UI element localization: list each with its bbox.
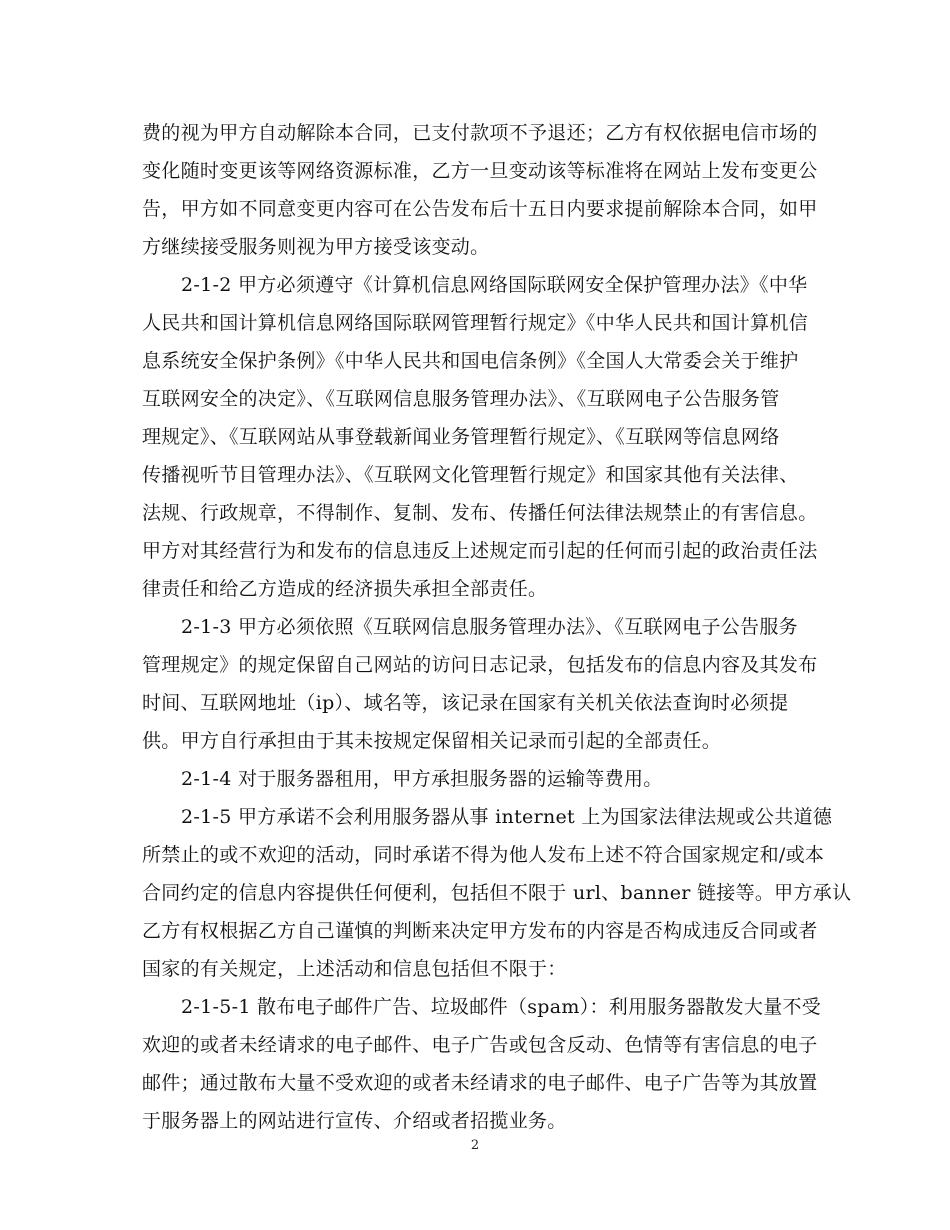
text-line: 2-1-3 甲方必须依照《互联网信息服务管理办法》、《互联网电子公告服务 — [181, 616, 798, 638]
text-line: 于服务器上的网站进行宣传、介绍或者招揽业务。 — [142, 1110, 567, 1132]
text-line: 所禁止的或不欢迎的活动，同时承诺不得为他人发布上述不符合国家规定和/或本 — [142, 844, 825, 866]
text-line: 2-1-2 甲方必须遵守《计算机信息网络国际联网安全保护管理办法》《中华 — [181, 274, 808, 296]
text-line: 时间、互联网地址（ip）、域名等，该记录在国家有关机关依法查询时必须提 — [142, 692, 789, 714]
text-line: 邮件；通过散布大量不受欢迎的或者未经请求的电子邮件、电子广告等为其放置 — [142, 1072, 818, 1094]
text-line: 互联网安全的决定》、《互联网信息服务管理办法》、《互联网电子公告服务管 — [142, 388, 780, 410]
text-line: 息系统安全保护条例》《中华人民共和国电信条例》《全国人大常委会关于维护 — [142, 350, 799, 372]
text-line: 法规、行政规章，不得制作、复制、发布、传播任何法律法规禁止的有害信息。 — [142, 502, 818, 524]
text-line: 传播视听节目管理办法》、《互联网文化管理暂行规定》和国家其他有关法律、 — [142, 464, 799, 486]
text-line: 国家的有关规定，上述活动和信息包括但不限于： — [142, 958, 567, 980]
text-line: 变化随时变更该等网络资源标准，乙方一旦变动该等标准将在网站上发布变更公 — [142, 160, 818, 182]
text-line: 2-1-4 对于服务器租用，甲方承担服务器的运输等费用。 — [181, 768, 663, 790]
text-line: 理规定》、《互联网站从事登载新闻业务管理暂行规定》、《互联网等信息网络 — [142, 426, 780, 448]
text-line: 管理规定》的规定保留自己网站的访问日志记录，包括发布的信息内容及其发布 — [142, 654, 818, 676]
text-line: 欢迎的或者未经请求的电子邮件、电子广告或包含反动、色情等有害信息的电子 — [142, 1034, 818, 1056]
text-line: 乙方有权根据乙方自己谨慎的判断来决定甲方发布的内容是否构成违反合同或者 — [142, 920, 818, 942]
text-line: 合同约定的信息内容提供任何便利，包括但不限于 url、banner 链接等。甲方承认 — [142, 882, 852, 904]
text-line: 费的视为甲方自动解除本合同，已支付款项不予退还；乙方有权依据电信市场的 — [142, 122, 818, 144]
text-line: 告，甲方如不同意变更内容可在公告发布后十五日内要求提前解除本合同，如甲 — [142, 198, 818, 220]
text-line: 供。甲方自行承担由于其未按规定保留相关记录而引起的全部责任。 — [142, 730, 722, 752]
text-line: 甲方对其经营行为和发布的信息违反上述规定而引起的任何而引起的政治责任法 — [142, 540, 818, 562]
text-line: 2-1-5-1 散布电子邮件广告、垃圾邮件（spam）：利用服务器散发大量不受 — [181, 996, 822, 1018]
page-number: 2 — [470, 1138, 480, 1153]
text-line: 2-1-5 甲方承诺不会利用服务器从事 internet 上为国家法律法规或公共道德 — [181, 806, 833, 828]
text-line: 人民共和国计算机信息网络国际联网管理暂行规定》《中华人民共和国计算机信 — [142, 312, 809, 334]
text-line: 方继续接受服务则视为甲方接受该变动。 — [142, 236, 490, 258]
text-line: 律责任和给乙方造成的经济损失承担全部责任。 — [142, 578, 548, 600]
